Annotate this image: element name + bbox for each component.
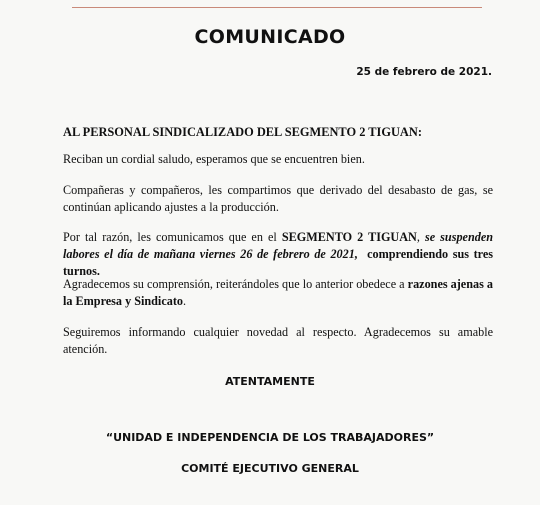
closing-salutation: ATENTAMENTE [225, 375, 315, 388]
union-motto: “UNIDAD E INDEPENDENCIA DE LOS TRABAJADORES” [105, 431, 435, 444]
signing-committee: COMITÉ EJECUTIVO GENERAL [181, 462, 359, 475]
thanks-paragraph [63, 276, 493, 310]
gas-shortage-paragraph: Compañeras y compañeros, les compartimos que derivado del desabasto de gas, se continúan aplicando ajustes a la producción. [63, 183, 493, 214]
external-reasons: razones ajenas a la Empresa y Sindicato [63, 277, 493, 308]
suspension-notice: se suspenden labores el día de mañana viernes 26 de febrero de 2021, [63, 230, 494, 261]
suspension-comma: , [416, 230, 425, 244]
top-rule [72, 7, 482, 8]
addressee-line: AL PERSONAL SINDICALIZADO DEL SEGMENTO 2 TIGUAN: [63, 125, 422, 139]
closing-paragraph: Seguiremos informando cualquier novedad al respecto. Agradecemos su amable atención. [63, 325, 493, 356]
thanks-intro: Agradecemos su comprensión, reiterándoles que lo anterior obedece a [63, 277, 408, 291]
document-title: COMUNICADO [194, 26, 346, 48]
document-date: 25 de febrero de 2021. [356, 66, 492, 78]
suspension-gap [358, 247, 367, 261]
suspension-intro: Por tal razón, les comunicamos que en el [63, 230, 282, 244]
suspension-paragraph [63, 229, 493, 280]
shifts-notice: comprendiendo sus tres turnos. [63, 247, 494, 278]
segment-name: SEGMENTO 2 TIGUAN [281, 230, 417, 244]
greeting-paragraph: Reciban un cordial saludo, esperamos que se encuentren bien. [63, 152, 365, 166]
thanks-end: . [182, 294, 187, 308]
